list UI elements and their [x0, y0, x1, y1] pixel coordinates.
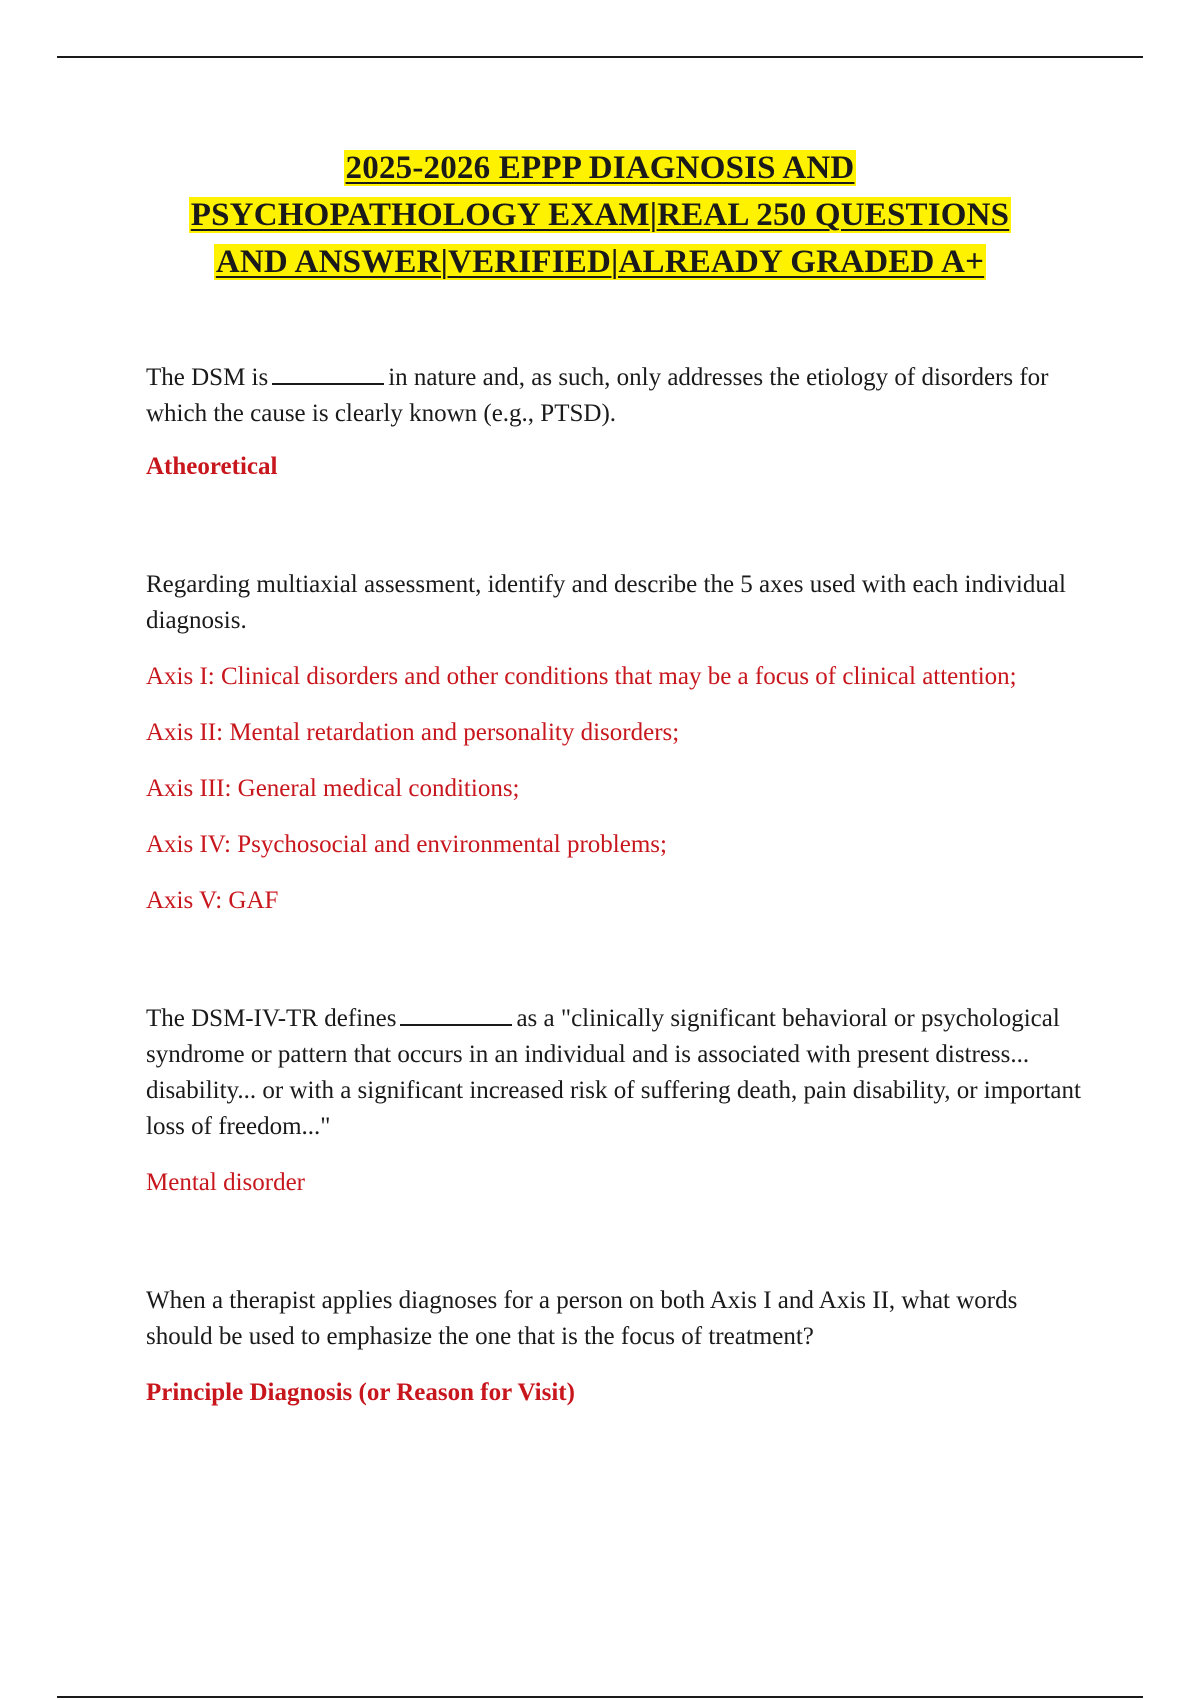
question-1 [146, 360, 1086, 432]
answer-3: Mental disorder [146, 1169, 305, 1196]
answer-2-axis-5: Axis V: GAF [146, 887, 279, 914]
document-title [100, 145, 1100, 286]
bottom-rule [57, 1696, 1143, 1698]
question-3-before: The DSM-IV-TR defines [146, 1005, 397, 1032]
fill-in-blank [272, 382, 384, 385]
question-4: When a therapist applies diagnoses for a person on both Axis I and Axis II, what words should be used to emphasize the one that is the focus of treatment? [146, 1287, 1018, 1350]
question-3 [146, 1001, 1086, 1145]
qa-content [146, 360, 1086, 1411]
answer-1: Atheoretical [146, 453, 278, 480]
answer-2-axis-1: Axis I: Clinical disorders and other conditions that may be a focus of clinical attention; [146, 663, 1017, 690]
question-1-after: in nature and, as such, only addresses the etiology of disorders for which the cause is clearly known (e.g., PTSD). [146, 364, 1049, 427]
fill-in-blank [400, 1023, 512, 1026]
title-line-2: PSYCHOPATHOLOGY EXAM|REAL 250 QUESTIONS [190, 197, 1010, 233]
question-2: Regarding multiaxial assessment, identify and describe the 5 axes used with each individual diagnosis. [146, 571, 1066, 634]
title-line-3: AND ANSWER|VERIFIED|ALREADY GRADED A+ [215, 244, 985, 280]
top-rule [57, 56, 1143, 58]
title-line-1: 2025-2026 EPPP DIAGNOSIS AND [345, 150, 855, 186]
question-3-after: as a "clinically significant behavioral or psychological syndrome or pattern that occurs in an individual and is associated with present distress... disability... or with a significant increased risk of suffering death, pain disability, or important loss of freedom..." [146, 1005, 1081, 1140]
answer-4: Principle Diagnosis (or Reason for Visit) [146, 1379, 575, 1406]
answer-2-axis-2: Axis II: Mental retardation and personality disorders; [146, 719, 680, 746]
answer-2-axis-4: Axis IV: Psychosocial and environmental problems; [146, 831, 667, 858]
answer-2-axis-3: Axis III: General medical conditions; [146, 775, 520, 802]
question-1-before: The DSM is [146, 364, 269, 391]
